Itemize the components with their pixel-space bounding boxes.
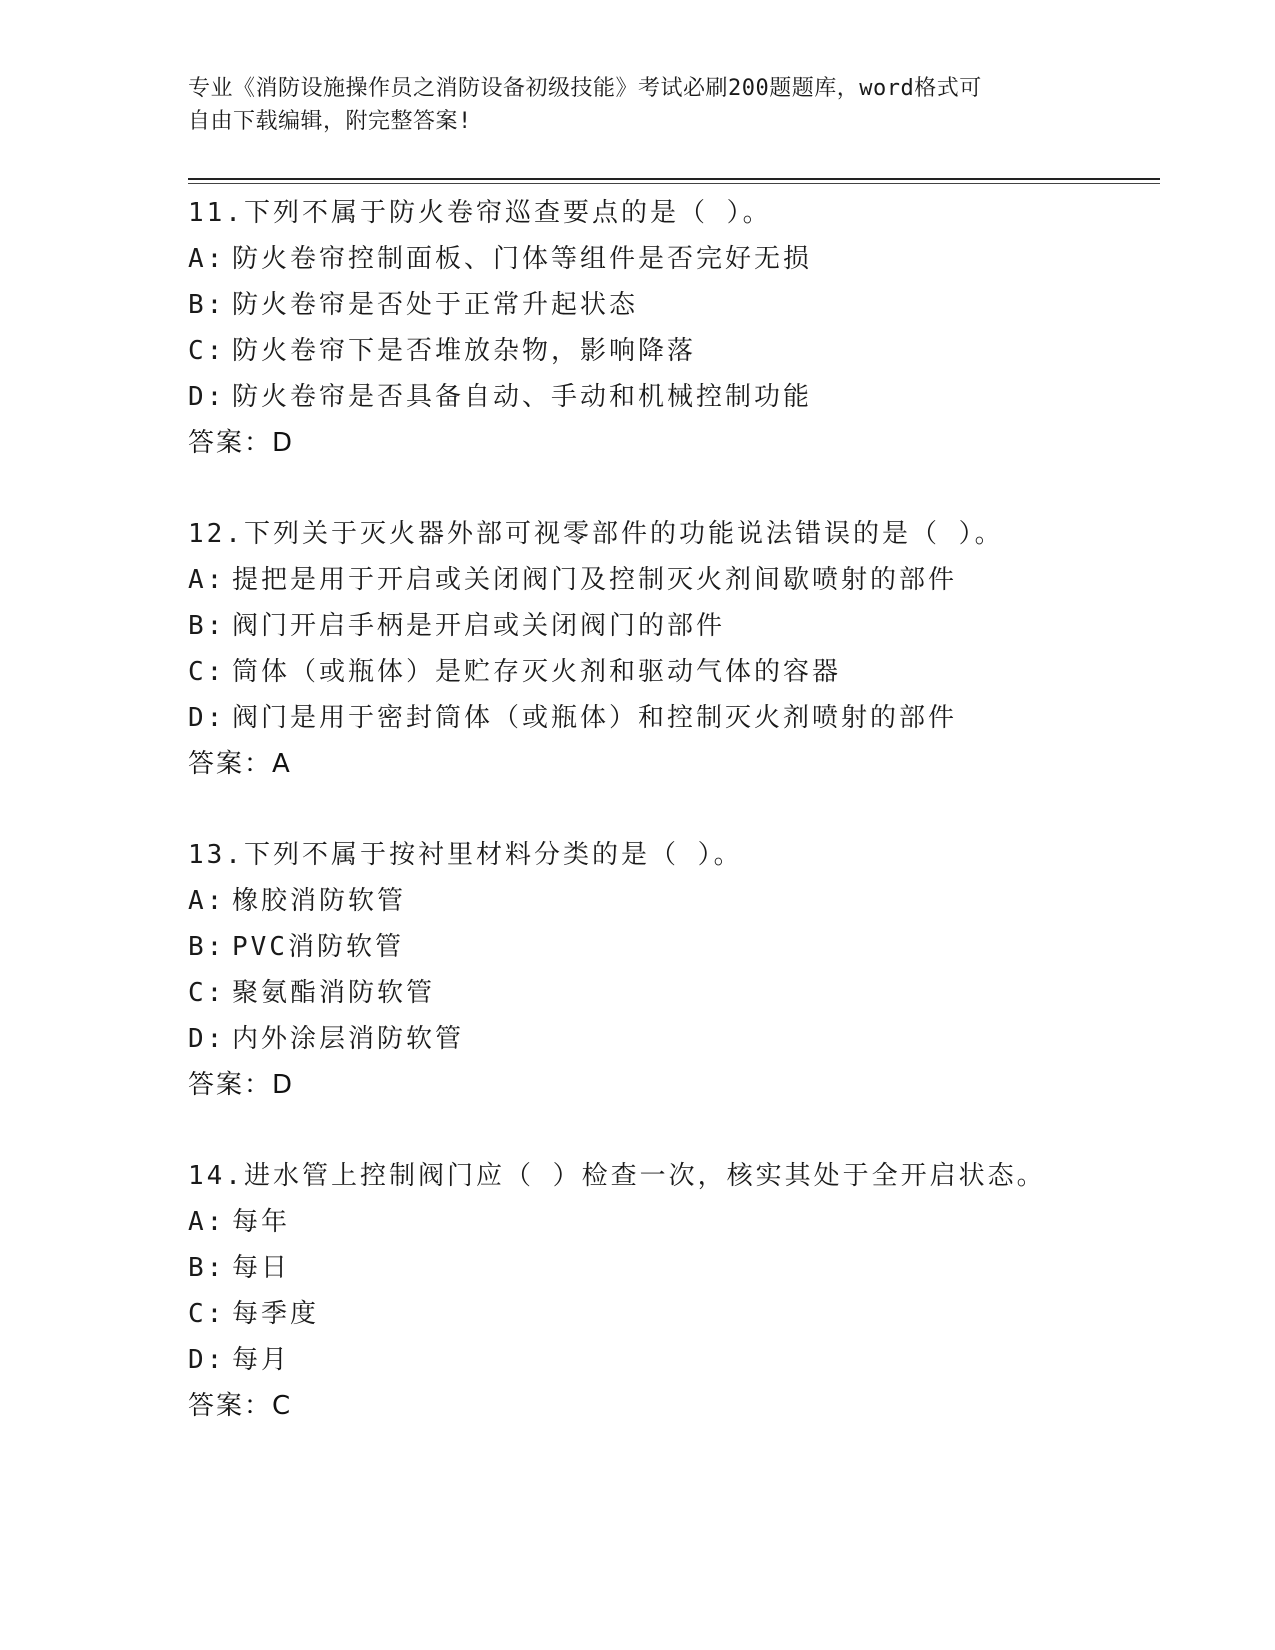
option-letter: B:	[188, 290, 226, 320]
option-a	[188, 878, 1168, 924]
option-c	[188, 1291, 1168, 1337]
option-letter: C:	[188, 978, 226, 1008]
option-letter: B:	[188, 611, 226, 641]
header-divider-thick	[188, 178, 1160, 180]
question-stem: 12.下列关于灭火器外部可视零部件的功能说法错误的是（ ）。	[188, 519, 1004, 549]
option-letter: C:	[188, 657, 226, 687]
option-d	[188, 695, 1168, 741]
question-item	[188, 1153, 1168, 1429]
option-text: 筒体（或瓶体）是贮存灭火剂和驱动气体的容器	[232, 657, 842, 687]
question-stem: 11.下列不属于防火卷帘巡查要点的是（ ）。	[188, 198, 772, 228]
option-c	[188, 649, 1168, 695]
option-letter: B:	[188, 1253, 226, 1283]
header-line-2: 自由下载编辑，附完整答案!	[188, 109, 472, 134]
option-letter: D:	[188, 382, 226, 412]
option-text: 每月	[232, 1345, 291, 1375]
option-text: 阀门是用于密封筒体（或瓶体）和控制灭火剂喷射的部件	[232, 703, 958, 733]
answer-line: 答案：C	[188, 1391, 293, 1421]
option-c	[188, 970, 1168, 1016]
option-letter: D:	[188, 1345, 226, 1375]
option-text: 防火卷帘是否具备自动、手动和机械控制功能	[232, 382, 813, 412]
option-d	[188, 1016, 1168, 1062]
option-text: 防火卷帘控制面板、门体等组件是否完好无损	[232, 244, 813, 274]
option-d	[188, 1337, 1168, 1383]
option-c	[188, 328, 1168, 374]
question-item	[188, 190, 1168, 466]
option-letter: D:	[188, 703, 226, 733]
answer-line: 答案：D	[188, 428, 295, 458]
question-item	[188, 832, 1168, 1108]
question-list	[188, 190, 1168, 1474]
option-letter: C:	[188, 1299, 226, 1329]
answer-line: 答案：D	[188, 1070, 295, 1100]
answer-line: 答案：A	[188, 749, 292, 779]
question-stem: 14.进水管上控制阀门应（ ）检查一次，核实其处于全开启状态。	[188, 1161, 1046, 1191]
option-d	[188, 374, 1168, 420]
option-text: 每季度	[232, 1299, 320, 1329]
option-letter: C:	[188, 336, 226, 366]
option-a	[188, 1199, 1168, 1245]
option-text: 提把是用于开启或关闭阀门及控制灭火剂间歇喷射的部件	[232, 565, 958, 595]
option-letter: D:	[188, 1024, 226, 1054]
option-text: 每日	[232, 1253, 291, 1283]
header-divider-thin	[188, 183, 1160, 184]
option-text: 橡胶消防软管	[232, 886, 407, 916]
option-text: PVC消防软管	[232, 932, 404, 962]
option-text: 内外涂层消防软管	[232, 1024, 465, 1054]
option-letter: A:	[188, 565, 226, 595]
question-item	[188, 511, 1168, 787]
option-text: 聚氨酯消防软管	[232, 978, 436, 1008]
option-letter: A:	[188, 1207, 226, 1237]
header-line-1: 专业《消防设施操作员之消防设备初级技能》考试必刷200题题库，word格式可	[188, 76, 982, 101]
option-letter: B:	[188, 932, 226, 962]
option-text: 防火卷帘是否处于正常升起状态	[232, 290, 639, 320]
question-stem: 13.下列不属于按衬里材料分类的是（ ）。	[188, 840, 743, 870]
option-a	[188, 557, 1168, 603]
option-text: 阀门开启手柄是开启或关闭阀门的部件	[232, 611, 726, 641]
option-letter: A:	[188, 244, 226, 274]
option-a	[188, 236, 1168, 282]
option-letter: A:	[188, 886, 226, 916]
option-b	[188, 603, 1168, 649]
option-b	[188, 924, 1168, 970]
option-text: 防火卷帘下是否堆放杂物，影响降落	[232, 336, 697, 366]
option-b	[188, 1245, 1168, 1291]
option-b	[188, 282, 1168, 328]
document-header	[188, 72, 1068, 138]
option-text: 每年	[232, 1207, 291, 1237]
